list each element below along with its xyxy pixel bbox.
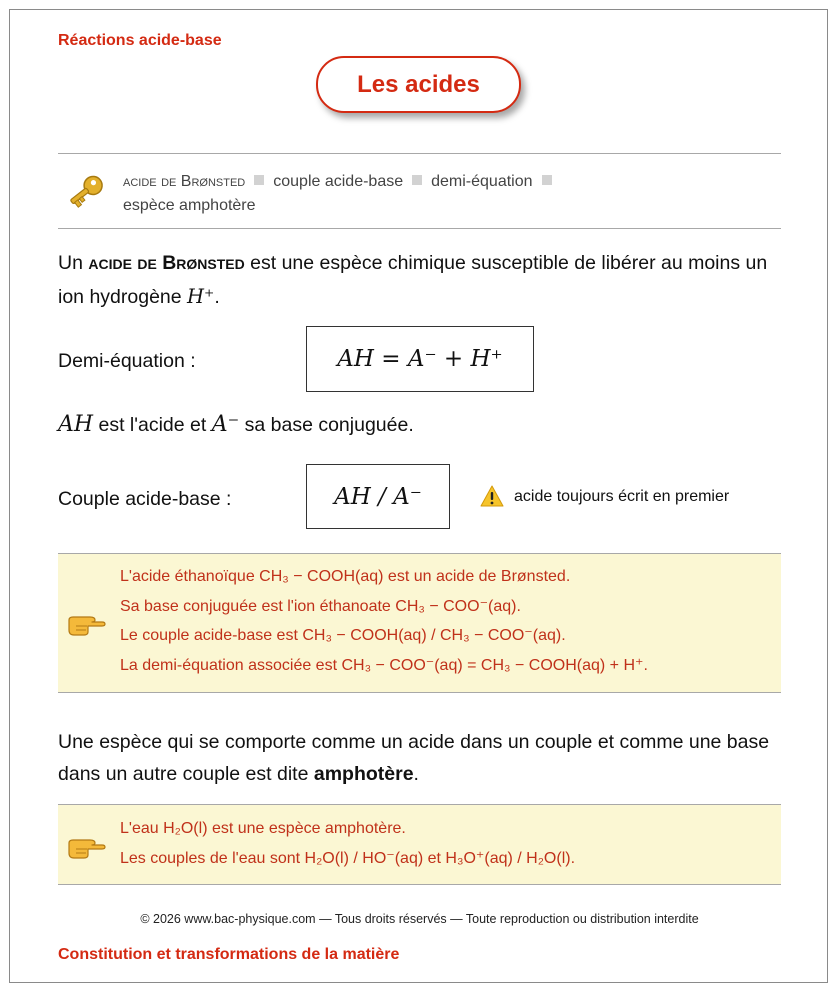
definition-text: Un: [58, 252, 89, 274]
acid-formula: AH: [58, 412, 94, 437]
amphoteric-end: .: [413, 763, 419, 785]
amphoteric-term: amphotère: [313, 763, 414, 785]
keyword-separator: [254, 175, 264, 185]
footer-section: Constitution et transformations de la matière: [58, 946, 400, 963]
conjugate-text: sa base conjuguée.: [239, 414, 414, 436]
example-line: L'eau H₂O(l) est une espèce amphotère.: [120, 820, 406, 837]
keyword-item: acide de Brønsted: [123, 173, 246, 190]
definition-text: est une espèce chimique susceptible de libérer au moins un ion hydrogène: [58, 252, 768, 308]
example-box-water: [58, 804, 781, 885]
keywords-list: [123, 170, 683, 218]
keyword-item: couple acide-base: [273, 173, 404, 190]
example-lines: [120, 814, 575, 873]
definition-term: acide de Brønsted: [88, 252, 245, 274]
ion-formula: H⁺: [187, 285, 215, 308]
example-line: Sa base conjuguée est l'ion éthanoate CH₃ − COO⁻(aq).: [120, 597, 521, 615]
keyword-separator: [542, 175, 552, 185]
document-page: [9, 9, 828, 983]
page-title: Les acides: [316, 56, 521, 113]
definition-paragraph: [58, 246, 783, 314]
amphoteric-paragraph: [58, 726, 783, 790]
amphoteric-text: Une espèce qui se comporte comme un acide dans un couple et comme une base dans un autre couple est dite: [58, 731, 770, 785]
example-line: Les couples de l'eau sont H₂O(l) / HO⁻(aq) et H₃O⁺(aq) / H₂O(l).: [120, 849, 576, 867]
definition-end: .: [214, 286, 220, 308]
warning-note: acide toujours écrit en premier: [514, 488, 730, 505]
warning-icon: [480, 485, 504, 507]
base-formula: A⁻: [211, 412, 240, 437]
pointing-hand-icon: [66, 612, 106, 636]
conjugate-paragraph: [58, 408, 783, 442]
keywords-box: [58, 153, 781, 229]
key-icon: [64, 171, 108, 211]
keyword-separator: [412, 175, 422, 185]
example-box-acetic-acid: [58, 553, 781, 693]
copyright-notice: © 2026 www.bac-physique.com — Tous droits réservés — Toute reproduction ou distribution interdite: [140, 912, 699, 926]
couple-box: AH / A⁻: [306, 464, 450, 529]
example-line: La demi-équation associée est CH₃ − COO⁻(aq) = CH₃ − COOH(aq) + H⁺.: [120, 656, 648, 674]
example-line: L'acide éthanoïque CH₃ − COOH(aq) est un acide de Brønsted.: [120, 568, 571, 585]
example-lines: [120, 562, 648, 680]
half-equation-label: Demi-équation :: [58, 350, 196, 372]
half-equation-box: AH = A⁻ + H⁺: [306, 326, 534, 392]
keyword-item: demi-équation: [431, 173, 533, 190]
example-line: Le couple acide-base est CH₃ − COOH(aq) / CH₃ − COO⁻(aq).: [120, 627, 566, 644]
couple-label: Couple acide-base :: [58, 488, 232, 510]
conjugate-text: est l'acide et: [93, 414, 212, 436]
keyword-item: espèce amphotère: [123, 197, 256, 214]
section-header: Réactions acide-base: [58, 32, 222, 49]
pointing-hand-icon: [66, 835, 106, 859]
